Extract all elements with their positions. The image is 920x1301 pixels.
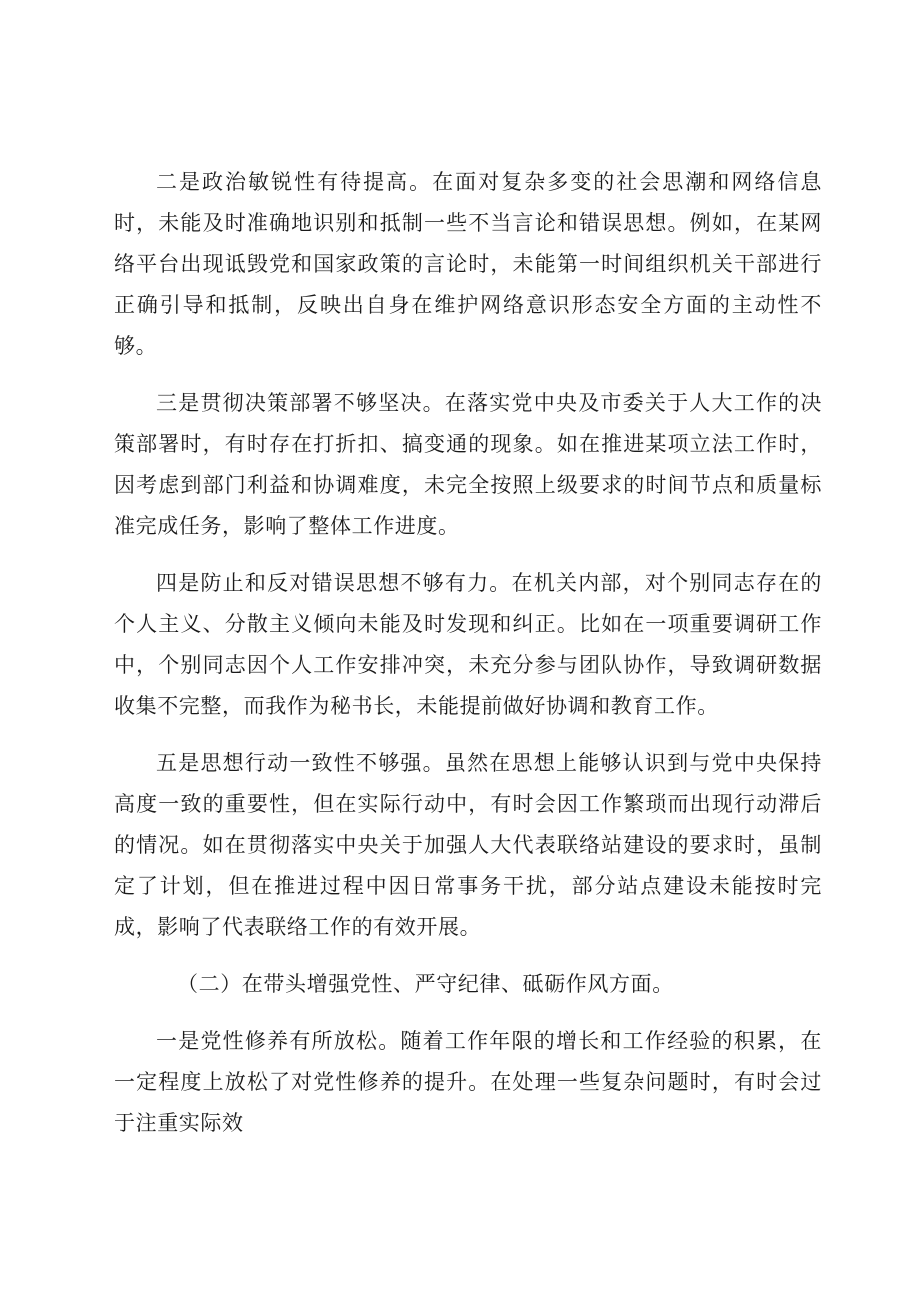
- paragraph-political-sensitivity: 二是政治敏锐性有待提高。在面对复杂多变的社会思潮和网络信息时，未能及时准确地识别和抵制一些不当言论和错误思想。例如，在某网络平台出现诋毁党和国家政策的言论时，未能第一时间组织机关干部进行正确引导和抵制，反映出自身在维护网络意识形态安全方面的主动性不够。: [114, 170, 822, 358]
- section-heading: （二）在带头增强党性、严守纪律、砥砺作风方面。: [177, 972, 674, 996]
- paragraph-party-spirit: 一是党性修养有所放松。随着工作年限的增长和工作经验的积累，在一定程度上放松了对党性修养的提升。在处理一些复杂问题时，有时会过于注重实际效: [114, 1029, 822, 1135]
- paragraph-opposing-wrong-ideas: 四是防止和反对错误思想不够有力。在机关内部，对个别同志存在的个人主义、分散主义倾向未能及时发现和纠正。比如在一项重要调研工作中，个别同志因个人工作安排冲突，未充分参与团队协作，导致调研数据收集不完整，而我作为秘书长，未能提前做好协调和教育工作。: [114, 571, 822, 718]
- document-body: [114, 162, 822, 1160]
- paragraph-thought-action-consistency: 五是思想行动一致性不够强。虽然在思想上能够认识到与党中央保持高度一致的重要性，但在实际行动中，有时会因工作繁琐而出现行动滞后的情况。如在贯彻落实中央关于加强人大代表联络站建设的要求时，虽制定了计划，但在推进过程中因日常事务干扰，部分站点建设未能按时完成，影响了代表联络工作的有效开展。: [114, 751, 822, 939]
- paragraph-decision-implementation: 三是贯彻决策部署不够坚决。在落实党中央及市委关于人大工作的决策部署时，有时存在打折扣、搞变通的现象。如在推进某项立法工作时，因考虑到部门利益和协调难度，未完全按照上级要求的时间节点和质量标准完成任务，影响了整体工作进度。: [114, 391, 822, 538]
